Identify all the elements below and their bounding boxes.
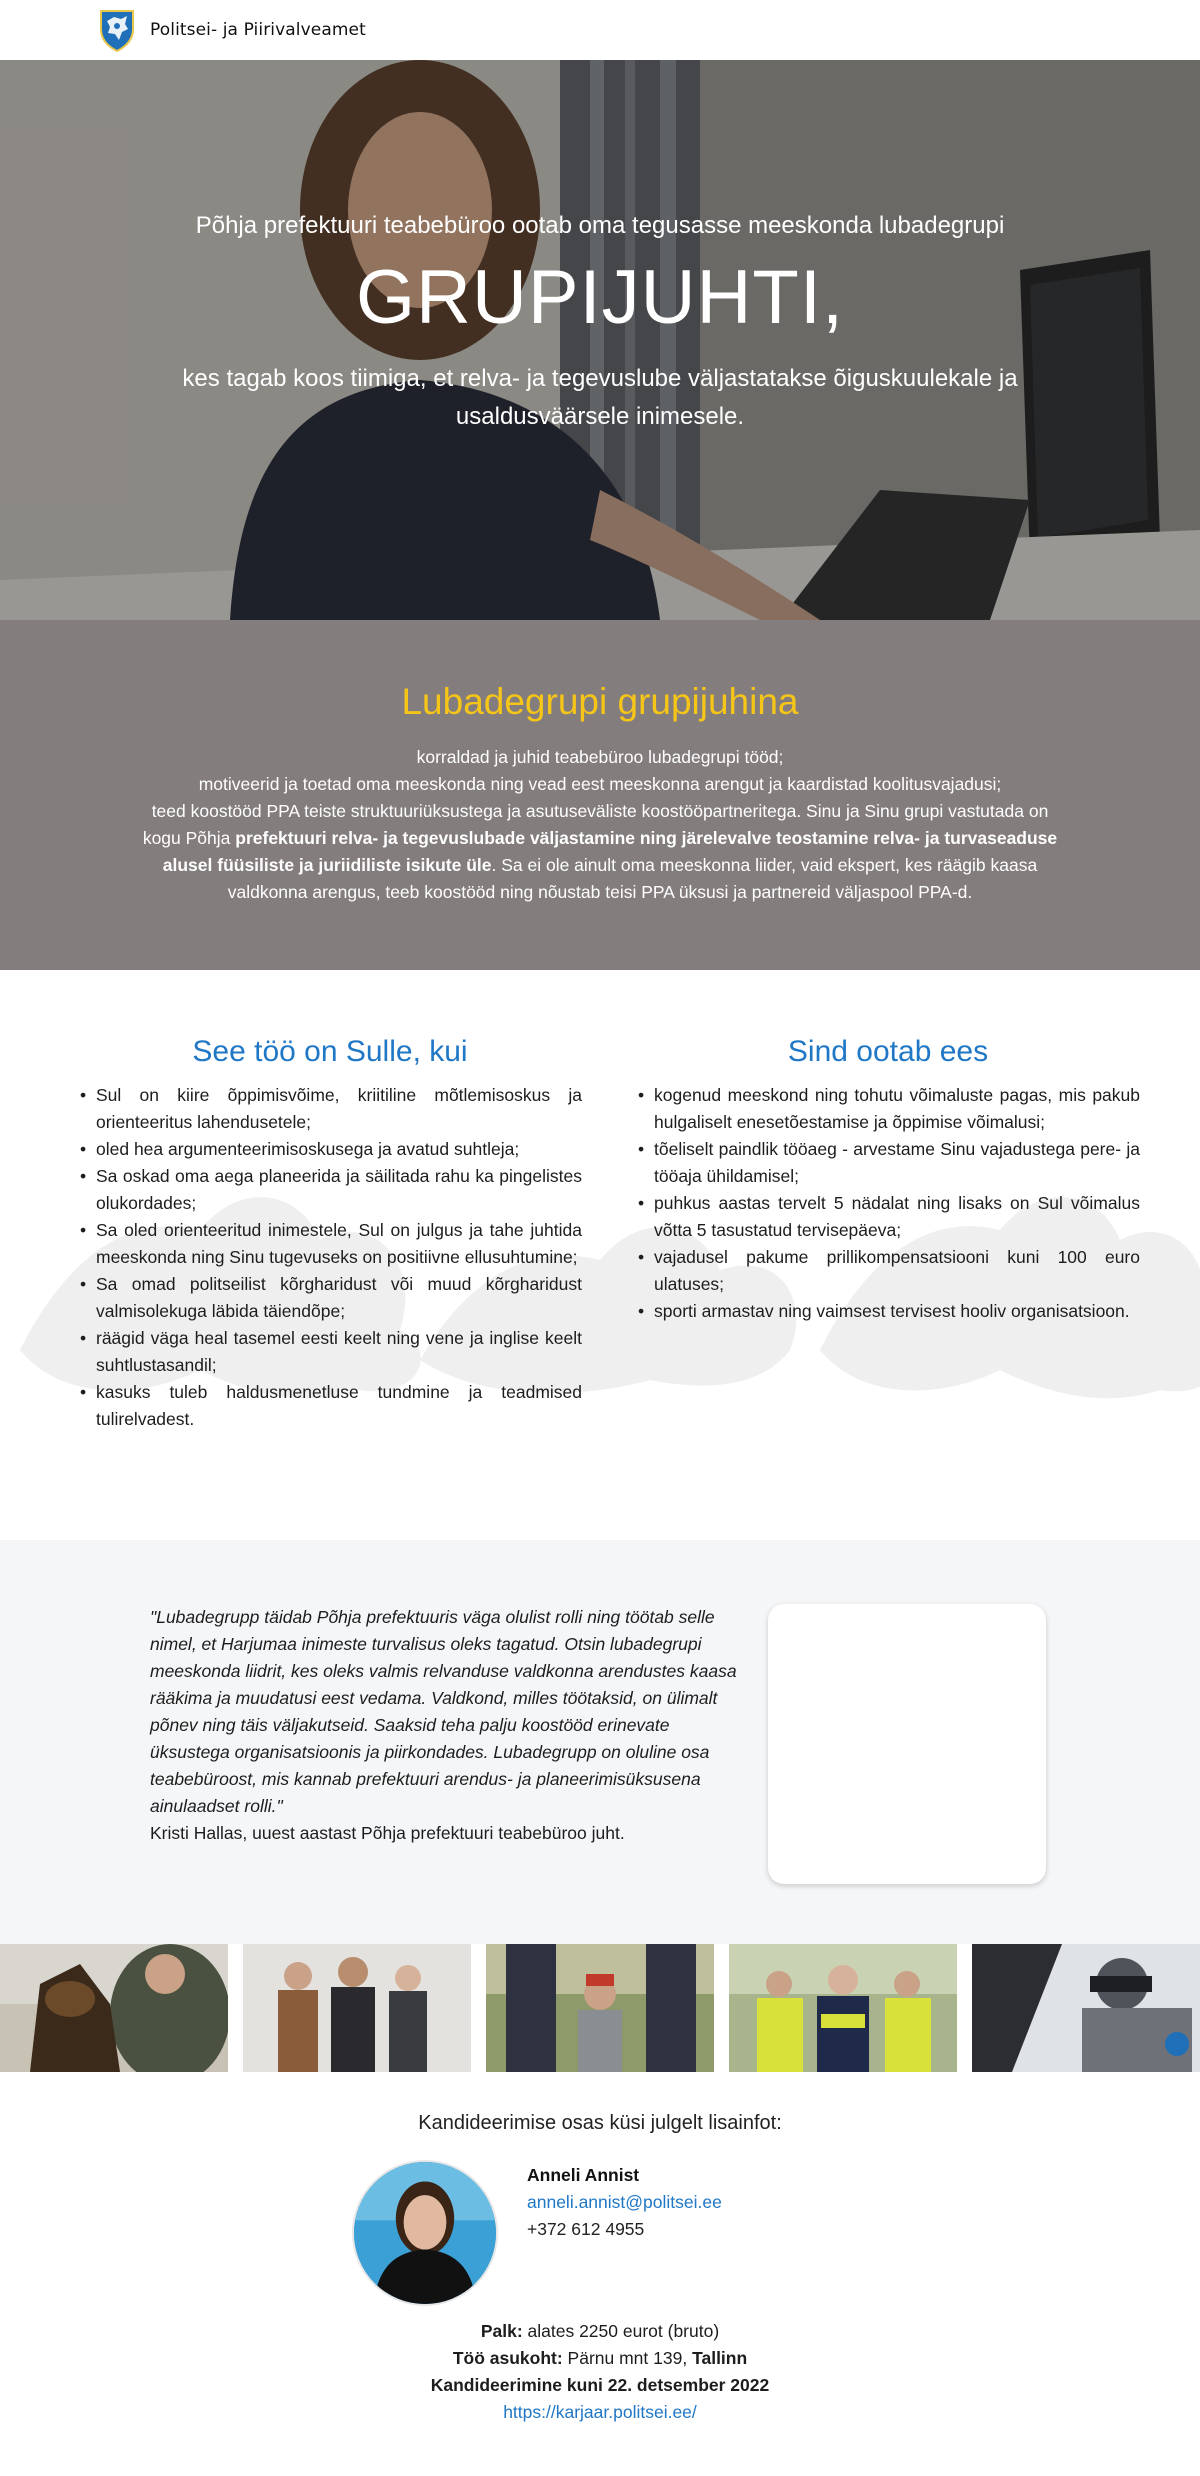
offer-column [636, 1030, 1140, 1540]
list-item: • oled hea argumenteerimisoskusega ja avatud suhtleja; [78, 1136, 582, 1163]
location-value: Pärnu mnt 139, [562, 2348, 693, 2368]
location-label: Töö asukoht: [452, 2348, 563, 2368]
hero-banner [0, 60, 1200, 620]
gallery-photo-child-officers [486, 1944, 714, 2072]
career-site-link[interactable]: https://karjaar.politsei.ee/ [503, 2402, 697, 2422]
role-section [0, 620, 1200, 970]
job-facts [0, 2318, 1200, 2426]
offer-list [636, 1082, 1140, 1325]
contact-name: Anneli Annist [527, 2165, 640, 2185]
list-item: • puhkus aastas tervelt 5 nädalat ning lisaks on Sul võimalus võtta 5 tasustatud tervisepäeva; [636, 1190, 1140, 1244]
ppa-shield-logo-icon[interactable] [98, 7, 136, 53]
gallery-photo-helicopter-pilot [972, 1944, 1200, 2072]
hero-subtitle: kes tagab koos tiimiga, et relva- ja tegevuslube väljastatakse õiguskuulekale ja usaldusväärsele inimesele. [182, 365, 1018, 430]
hero-title: GRUPIJUHTI, [355, 255, 845, 340]
role-line: motiveerid ja toetad oma meeskonda ning vead eest meeskonna arengut ja kaardistad koolitusvajadusi; [198, 774, 1002, 794]
role-line: korraldad ja juhid teabebüroo lubadegrupi tööd; [416, 747, 784, 767]
quote-image-card [768, 1604, 1046, 1884]
list-item: • tõeliselt paindlik tööaeg - arvestame Sinu vajadustega pere- ja tööaja ühildamisel; [636, 1136, 1140, 1190]
hero-text-block [0, 210, 1200, 436]
requirements-title: See töö on Sulle, kui [192, 1035, 468, 1068]
quote-block [150, 1604, 740, 1847]
location-line [0, 2345, 1200, 2372]
site-header [0, 0, 1200, 60]
list-item: • kasuks tuleb haldusmenetluse tundmine ja teadmised tulirelvadest. [78, 1379, 582, 1433]
list-item: • kogenud meeskond ning tohutu võimaluste pagas, mis pakub hulgaliselt enesetõestamise ja õppimise võimalusi; [636, 1082, 1140, 1136]
role-description [135, 744, 1065, 906]
role-text: . Sa ei ole ainult oma meeskonna liider, vaid ekspert, kes räägib kaasa valdkonna arengus, teeb koostööd ning nõustab teisi PPA üksusi ja partnereid väljaspool PPA-d. [227, 855, 1038, 902]
requirements-list [78, 1082, 582, 1433]
deadline-line [0, 2372, 1200, 2399]
quote-section [0, 1540, 1200, 1944]
list-item: • räägid väga heal tasemel eesti keelt ning vene ja inglise keelt suhtlustasandil; [78, 1325, 582, 1379]
requirements-column [78, 1030, 582, 1540]
contact-phone: +372 612 4955 [527, 2219, 645, 2239]
offer-title: Sind ootab ees [787, 1035, 989, 1068]
contact-section [0, 2072, 1200, 2426]
gallery-photo-k9-handler [0, 1944, 228, 2072]
gallery-photo-group-people [243, 1944, 471, 2072]
list-item: • Sa oled orienteeritud inimestele, Sul on julgus ja tahe juhtida meeskonda ning Sinu tugevuseks on positiivne ellusuhtumine; [78, 1217, 582, 1271]
role-line [135, 798, 1065, 906]
quote-text: "Lubadegrupp täidab Põhja prefektuuris väga olulist rolli ning töötab selle nimel, et Harjumaa inimeste turvalisus oleks tagatud. Otsin lubadegrupi meeskonda liidrit, kes oleks valmis relvanduse valdkonna arendustes kaasa rääkima ja muudatusi eest vedama. Valdkond, milles töötaksid, on ülimalt põnev ning täis väljakutseid. Saaksid teha palju koostööd erinevate üksustega organisatsioonis ja piirkondades. Lubadegrupp on oluline osa teabebüroost, mis kannab prefektuuri arendus- ja planeerimisüksusena ainulaadset rolli." [150, 1607, 737, 1816]
quote-author: Kristi Hallas, uuest aastast Põhja prefektuuri teabebüroo juht. [150, 1823, 625, 1843]
list-item: • Sul on kiire õppimisvõime, kriitiline mõtlemisoskus ja orienteeritus lahendusetele; [78, 1082, 582, 1136]
contact-avatar [352, 2160, 498, 2306]
contact-details [527, 2162, 722, 2243]
salary-line [0, 2318, 1200, 2345]
salary-label: Palk: [480, 2321, 523, 2341]
list-item: • Sa oskad oma aega planeerida ja säilitada rahu ka pingelistes olukordades; [78, 1163, 582, 1217]
role-text-bold: prefektuuri relva- ja tegevuslubade väljastamine ning järelevalve teostamine relva- ja turvaseaduse alusel füüsiliste ja juriidiliste isikute üle [162, 828, 1058, 875]
role-title: Lubadegrupi grupijuhina [401, 681, 799, 722]
requirements-and-offer [0, 970, 1200, 1540]
list-item: • sporti armastav ning vaimsest tervisest hooliv organisatsioon. [636, 1298, 1140, 1325]
contact-email-link[interactable]: anneli.annist@politsei.ee [527, 2192, 722, 2212]
gallery-photo-police-officers [729, 1944, 957, 2072]
salary-value: alates 2250 eurot (bruto) [522, 2321, 720, 2341]
org-name: Politsei- ja Piirivalveamet [150, 20, 366, 40]
location-city: Tallinn [692, 2348, 748, 2368]
role-text: teed koostööd PPA teiste struktuuriüksustega ja asutuseväliste koostööpartneritega. Sinu ja Sinu grupi vastutada on kogu Põhja [142, 801, 1049, 848]
deadline: Kandideerimine kuni 22. detsember 2022 [430, 2375, 770, 2395]
contact-lead: Kandideerimise osas küsi julgelt lisainfot: [418, 2112, 782, 2134]
photo-gallery [0, 1944, 1200, 2072]
hero-pretitle: Põhja prefektuuri teabebüroo ootab oma tegusasse meeskonda lubadegrupi [195, 212, 1005, 239]
list-item: • vajadusel pakume prillikompensatsiooni kuni 100 euro ulatuses; [636, 1244, 1140, 1298]
list-item: • Sa omad politseilist kõrgharidust või muud kõrgharidust valmisolekuga läbida täiendõpe; [78, 1271, 582, 1325]
